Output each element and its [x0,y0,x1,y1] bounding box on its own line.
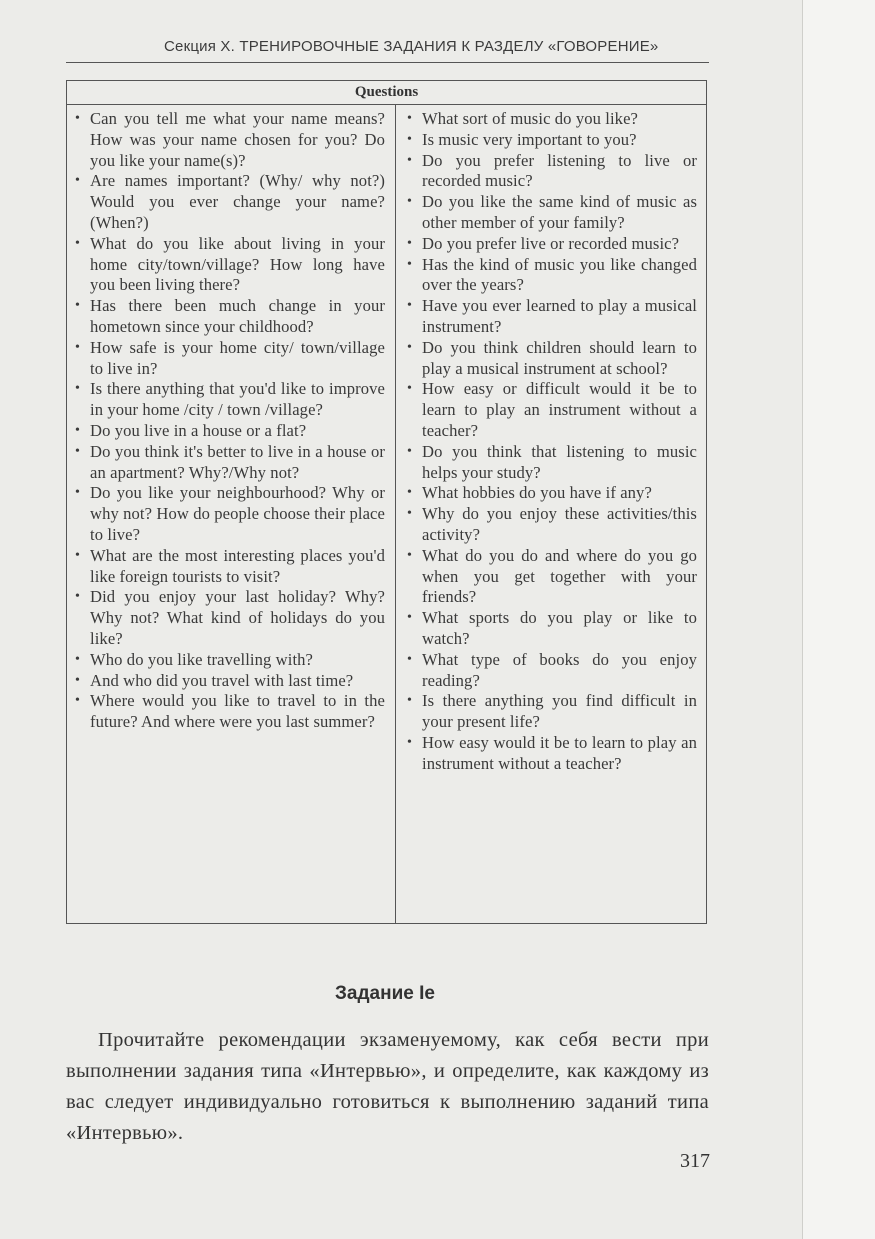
page-number: 317 [680,1150,710,1172]
question-item: • Do you prefer listening to live or recorded music? [407,151,697,193]
question-item: • Is music very important to you? [407,130,697,151]
question-item: • Has there been much change in your hometown since your childhood? [75,296,385,338]
question-item: • Has the kind of music you like changed over the years? [407,255,697,297]
question-item: • Are names important? (Why/ why not?) Would you ever change your name? (When?) [75,171,385,233]
question-item: • And who did you travel with last time? [75,671,385,692]
scan-margin [802,0,875,1239]
question-item: • Why do you enjoy these activities/this activity? [407,504,697,546]
question-item: • Do you like your neighbourhood? Why or why not? How do people choose their place to live? [75,483,385,545]
question-item: • How safe is your home city/ town/village to live in? [75,338,385,380]
question-item: • Did you enjoy your last holiday? Why? Why not? What kind of holidays do you like? [75,587,385,649]
questions-table-header: Questions [67,81,706,105]
column-divider [395,104,396,923]
running-head: Секция X. ТРЕНИРОВОЧНЫЕ ЗАДАНИЯ К РАЗДЕЛУ «ГОВОРЕНИЕ» [164,38,659,55]
question-item: • Do you think it's better to live in a house or an apartment? Why?/Why not? [75,442,385,484]
question-item: • Do you think children should learn to play a musical instrument at school? [407,338,697,380]
header-rule [66,62,709,63]
question-item: • What sports do you play or like to watch? [407,608,697,650]
question-item: • Have you ever learned to play a musical instrument? [407,296,697,338]
question-item: • How easy would it be to learn to play an instrument without a teacher? [407,733,697,775]
questions-table [66,80,707,924]
question-item: • Who do you like travelling with? [75,650,385,671]
question-item: • Do you think that listening to music helps your study? [407,442,697,484]
question-item: • Do you prefer live or recorded music? [407,234,697,255]
question-item: • What are the most interesting places you'd like foreign tourists to visit? [75,546,385,588]
question-item: • Is there anything that you'd like to improve in your home /city / town /village? [75,379,385,421]
questions-left-column [75,109,385,733]
question-item: • What hobbies do you have if any? [407,483,697,504]
question-item: • What do you like about living in your home city/town/village? How long have you been living there? [75,234,385,296]
question-item: • How easy or difficult would it be to learn to play an instrument without a teacher? [407,379,697,441]
question-item: • What do you do and where do you go when you get together with your friends? [407,546,697,608]
question-item: • Is there anything you find difficult in your present life? [407,691,697,733]
question-item: • Can you tell me what your name means? How was your name chosen for you? Do you like your name(s)? [75,109,385,171]
task-title: Задание Ie [335,983,435,1004]
question-item: • What sort of music do you like? [407,109,697,130]
question-item: • Do you like the same kind of music as other member of your family? [407,192,697,234]
question-item: • What type of books do you enjoy reading? [407,650,697,692]
question-item: • Where would you like to travel to in the future? And where were you last summer? [75,691,385,733]
question-item: • Do you live in a house or a flat? [75,421,385,442]
questions-right-column [407,109,697,775]
task-instruction: Прочитайте рекомендации экзаменуемому, как себя вести при выполнении задания типа «Интервью», и определите, как каждому из вас следует индивидуально готовиться к выполнению заданий типа «Интервью». [66,1029,709,1144]
